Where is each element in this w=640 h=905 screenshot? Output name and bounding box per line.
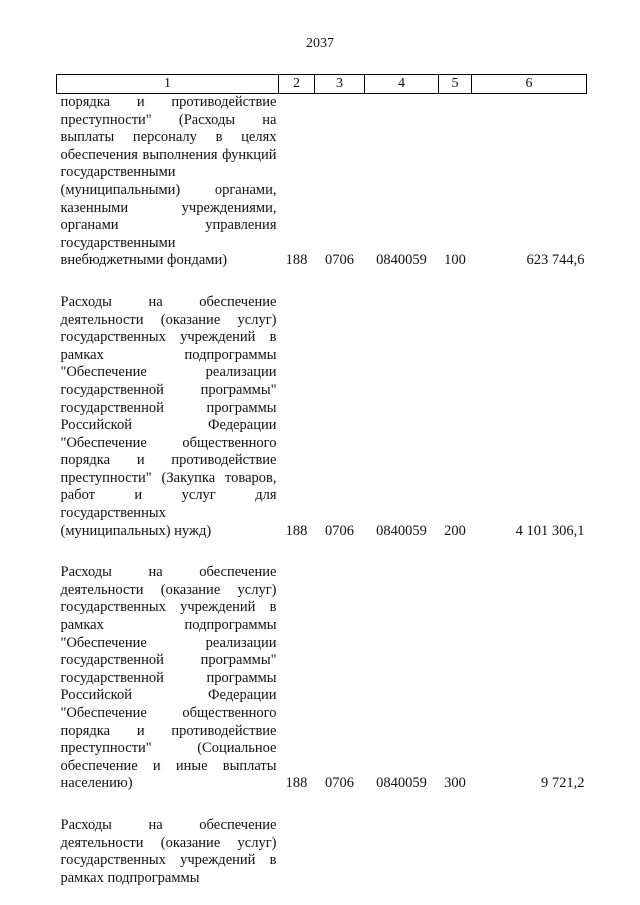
row-spacer: [57, 270, 587, 294]
row-section-code: [315, 817, 365, 887]
header-col-6: 6: [472, 75, 587, 94]
table-row: [57, 294, 587, 540]
row-spacer: [57, 793, 587, 817]
row-section-code: 0706: [325, 775, 354, 792]
header-col-5: 5: [439, 75, 472, 94]
row-description: порядка и противодействие преступности" (Расходы на выплаты персоналу в целях обеспечения выполнения функций государственными (муниципальными) органами, казенными учреждениями, органами управления государственными внебюджетными фондами): [60, 94, 277, 269]
row-amount: 623 744,6: [526, 252, 585, 269]
header-row: [57, 75, 587, 94]
row-target-code: 0840059: [376, 252, 427, 269]
budget-table: [56, 74, 587, 887]
row-amount: [472, 817, 587, 887]
table-row: [57, 817, 587, 887]
header-col-2: 2: [279, 75, 315, 94]
row-ministry-code: 188: [285, 775, 308, 792]
row-description: Расходы на обеспечение деятельности (оказание услуг) государственных учреждений в рамках подпрограммы: [60, 816, 277, 886]
table-row: [57, 564, 587, 793]
row-target-code: [365, 817, 439, 887]
row-description: Расходы на обеспечение деятельности (оказание услуг) государственных учреждений в рамках подпрограммы "Обеспечение реализации государственной программы" государственной программы Российской Федерации "Обеспечение общественного порядка и противодействие преступности" (Закупка товаров, работ и услуг для государственных (муниципальных) нужд): [60, 293, 277, 539]
row-spacer: [57, 540, 587, 564]
row-description: Расходы на обеспечение деятельности (оказание услуг) государственных учреждений в рамках подпрограммы "Обеспечение реализации государственной программы" государственной программы Российской Федерации "Обеспечение общественного порядка и противодействие преступности" (Социальное обеспечение и иные выплаты населению): [60, 564, 277, 792]
header-col-4: 4: [365, 75, 439, 94]
row-target-code: 0840059: [376, 522, 427, 539]
table-header: [57, 75, 587, 94]
table-row: [57, 94, 587, 270]
row-expense-type: 200: [444, 522, 466, 539]
row-amount: 4 101 306,1: [515, 522, 585, 539]
header-col-3: 3: [315, 75, 365, 94]
row-expense-type: 300: [444, 775, 466, 792]
row-target-code: 0840059: [376, 775, 427, 792]
row-section-code: 0706: [325, 522, 354, 539]
row-amount: 9 721,2: [541, 775, 585, 792]
row-expense-type: [439, 817, 472, 887]
page-number: 2037: [306, 36, 334, 51]
row-ministry-code: 188: [285, 522, 308, 539]
header-col-1: 1: [57, 75, 279, 94]
row-expense-type: 100: [444, 252, 466, 269]
row-ministry-code: [279, 817, 315, 887]
row-section-code: 0706: [325, 252, 354, 269]
row-ministry-code: 188: [285, 252, 308, 269]
table-body: [57, 94, 587, 888]
